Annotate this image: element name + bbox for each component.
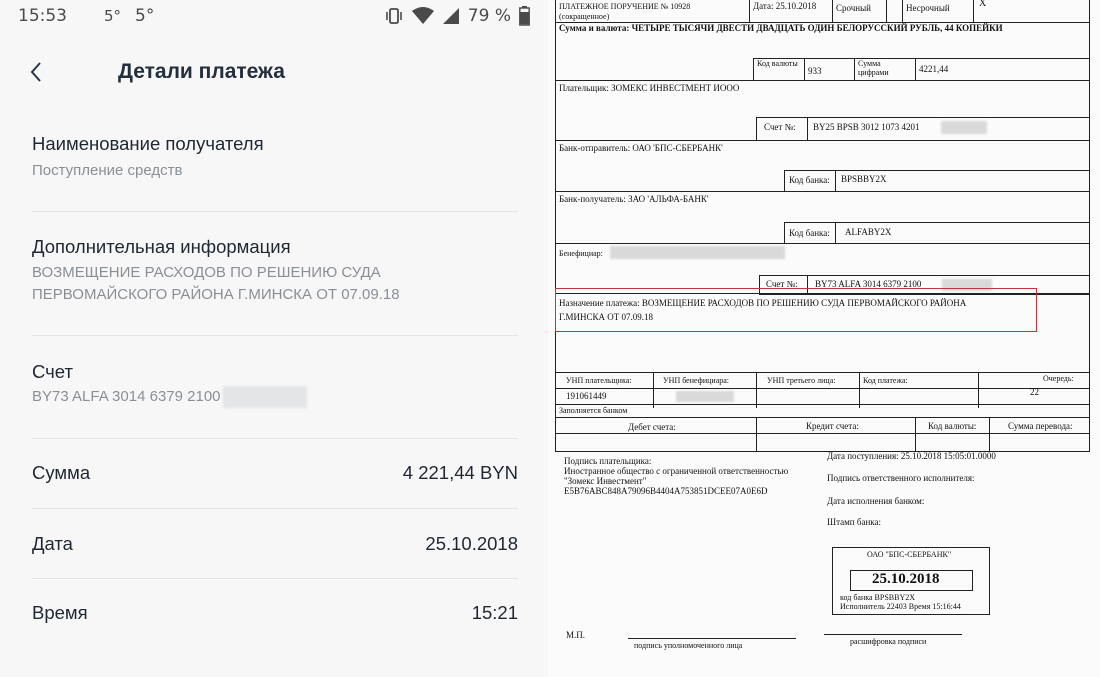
account-value-wrap (32, 386, 518, 408)
order-short: (сокращенное) (559, 12, 610, 21)
sum-digits-label: Сумма цифрами (858, 59, 889, 77)
amount-label: Сумма (32, 462, 91, 483)
unp-third-label: УНП третьего лица: (767, 376, 836, 385)
wifi-icon (412, 7, 434, 25)
payer-account-redacted (941, 121, 987, 134)
receiver-bank: Банк-получатель: ЗАО 'АЛЬФА-БАНК' (559, 194, 709, 204)
purpose-highlight-box (555, 288, 1037, 332)
account-value: BY73 ALFA 3014 6379 2100 (32, 388, 221, 405)
stamp-bank-name: ОАО "БПС-СБЕРБАНК" (867, 550, 952, 559)
order-date: Дата: 25.10.2018 (753, 1, 817, 11)
amount-row (32, 462, 518, 484)
info-section (32, 236, 518, 306)
unp-payer-label: УНП плательщика: (566, 376, 632, 385)
payer: Плательщик: ЗОМЕКС ИНВЕСТМЕНТ ИООО (559, 83, 740, 93)
recipient-value: Поступление средств (32, 162, 183, 179)
signature-decode-label: расшифровка подписи (850, 637, 927, 646)
beneficiary-label: Бенефициар: (559, 249, 603, 258)
bank-stamp-label: Штамп банка: (827, 517, 881, 527)
status-bar (18, 6, 530, 28)
time-value: 15:21 (471, 602, 518, 623)
credit-label: Кредит счета: (806, 421, 859, 431)
signature-line1: Иностранное общество с ограниченной ответственностью (564, 466, 789, 476)
sender-bank-code-label: Код банка: (789, 175, 830, 185)
recipient-section (32, 133, 518, 182)
execution-date: Дата исполнения банком: (827, 496, 925, 506)
divider (32, 578, 518, 579)
info-value-line1: ВОЗМЕЩЕНИЕ РАСХОДОВ ПО РЕШЕНИЮ СУДА (32, 264, 381, 281)
payer-account-label: Счет №: (764, 122, 796, 132)
currency-code-label: Код валюты (757, 59, 798, 68)
info-value-line2: ПЕРВОМАЙСКОГО РАЙОНА Г.МИНСКА ОТ 07.09.18 (32, 286, 400, 303)
battery-percent: 79 % (467, 6, 511, 26)
stamp-executor: Исполнитель 22403 Время 15:16:44 (840, 602, 961, 611)
time-row (32, 602, 518, 624)
nonurgent-mark: X (979, 0, 987, 9)
account-label: Счет (32, 361, 73, 382)
divider (32, 211, 518, 212)
signature-line2: "Зомекс Инвестмент" (564, 476, 647, 486)
unp-beneficiary-label: УНП бенефициара: (663, 376, 730, 385)
account-section (32, 361, 518, 408)
vibrate-icon (384, 6, 404, 26)
unp-beneficiary-redacted (676, 391, 734, 402)
currency-code: 933 (808, 66, 822, 76)
currency-code2-label: Код валюты: (928, 421, 977, 431)
account-redacted (223, 386, 307, 408)
signature-label: Подпись плательщика: (564, 456, 652, 466)
transfer-sum-label: Сумма перевода: (1008, 421, 1073, 431)
date-row (32, 533, 518, 555)
order-title: ПЛАТЕЖНОЕ ПОРУЧЕНИЕ № 10928 (559, 2, 691, 11)
received-date: Дата поступления: 25.10.2018 15:05:01.0000 (827, 451, 996, 461)
battery-icon (519, 6, 530, 26)
stamp-date: 25.10.2018 (872, 571, 940, 587)
queue-label: Очередь: (1043, 374, 1074, 383)
nonurgent-label: Несрочный (906, 3, 950, 13)
debit-label: Дебет счета: (628, 422, 676, 432)
mobile-app-screen (0, 0, 548, 677)
sum-digits: 4221,44 (919, 64, 949, 74)
status-time: 15:53 (18, 6, 67, 26)
receiver-bank-code-label: Код банка: (789, 228, 830, 238)
signature-hash: E5B76ABC848A79096B4404A753851DCEE07A0E6D (564, 486, 768, 496)
beneficiary-redacted (610, 246, 785, 259)
payment-order-scan (548, 0, 1100, 677)
sum-in-words: Сумма и валюта: ЧЕТЫРЕ ТЫСЯЧИ ДВЕСТИ ДВАДЦАТЬ ОДИН БЕЛОРУССКИЙ РУБЛЬ, 44 КОПЕЙКИ (559, 23, 1003, 33)
divider (32, 438, 518, 439)
beneficiary-account-label: Счет №: (766, 279, 798, 289)
signal-icon (442, 7, 460, 25)
amount-value: 4 221,44 BYN (402, 462, 518, 483)
purpose-line1: Назначение платежа: ВОЗМЕЩЕНИЕ РАСХОДОВ ПО РЕШЕНИЮ СУДА ПЕРВОМАЙСКОГО РАЙОНА (559, 298, 967, 308)
executor-signature: Подпись ответственного исполнителя: (827, 473, 975, 483)
weather-temp-1: 5° (104, 7, 122, 25)
time-label: Время (32, 602, 88, 623)
beneficiary-account: BY73 ALFA 3014 6379 2100 (815, 279, 922, 289)
stamp-bank-code: код банка BPSBBY2X (840, 593, 915, 602)
date-value: 25.10.2018 (425, 533, 518, 554)
page-title: Детали платежа (118, 60, 285, 83)
sender-bank: Банк-отправитель: ОАО 'БПС-СБЕРБАНК' (559, 143, 723, 153)
payment-code-label: Код платежа: (863, 376, 908, 385)
date-label: Дата (32, 533, 73, 554)
chevron-left-icon (26, 58, 50, 86)
receiver-bank-code-box (784, 222, 1090, 244)
receiver-bank-code: ALFABY2X (845, 227, 892, 237)
divider (32, 508, 518, 509)
queue-value: 22 (1030, 387, 1039, 397)
info-label: Дополнительная информация (32, 236, 291, 257)
recipient-label: Наименование получателя (32, 133, 264, 154)
mp-label: М.П. (566, 630, 586, 640)
filled-by-bank: Заполняется банком (559, 406, 628, 415)
unp-payer: 191061449 (566, 391, 607, 401)
status-icons (384, 6, 530, 26)
sender-bank-code: BPSBBY2X (841, 174, 887, 184)
sender-bank-code-box (784, 170, 1090, 192)
authorized-signature-label: подпись уполномоченного лица (634, 641, 743, 650)
urgent-label: Срочный (836, 3, 871, 13)
divider (32, 335, 518, 336)
back-button[interactable] (26, 58, 50, 86)
purpose-line2: Г.МИНСКА ОТ 07.09.18 (559, 312, 653, 322)
payer-account: BY25 BPSB 3012 1073 4201 (813, 122, 920, 132)
weather-temp-2: 5° (135, 6, 155, 26)
